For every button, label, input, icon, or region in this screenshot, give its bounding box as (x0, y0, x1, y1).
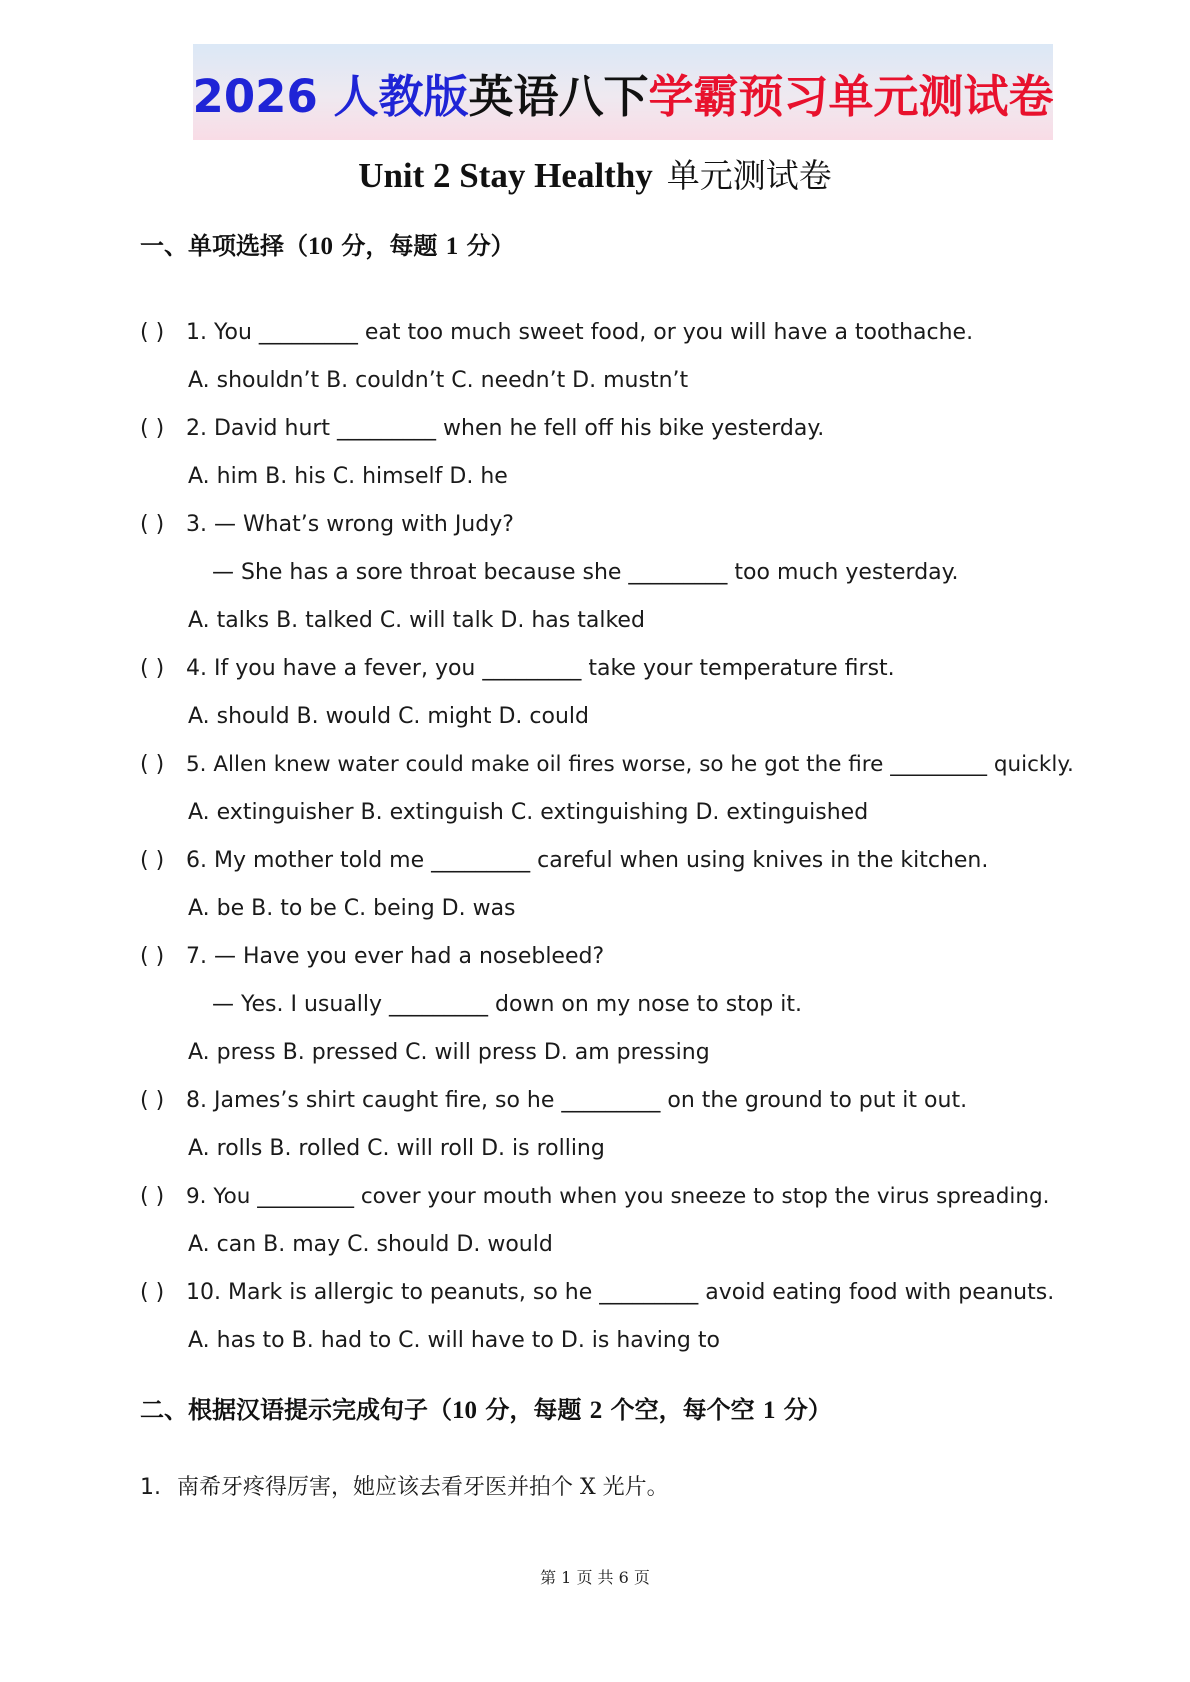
question-8-stem: 8. James’s shirt caught fire, so he _________ on the ground to put it out. (186, 1088, 968, 1113)
question-4 (140, 654, 895, 684)
section-2-item-1 (140, 1470, 669, 1501)
question-7-options: A. press B. pressed C. will press D. am pressing (188, 1040, 710, 1065)
question-3-reply: — She has a sore throat because she _________ too much yesterday. (212, 560, 959, 585)
question-7-reply: — Yes. I usually _________ down on my nose to stop it. (212, 992, 802, 1017)
header-banner (193, 44, 1053, 140)
answer-bracket[interactable]: ( ) (140, 512, 165, 537)
question-8 (140, 1086, 967, 1116)
question-10-stem: 10. Mark is allergic to peanuts, so he _________ avoid eating food with peanuts. (186, 1280, 1055, 1305)
answer-bracket[interactable]: ( ) (140, 1280, 165, 1305)
section-2-item-1-text: 南希牙疼得厉害，她应该去看牙医并拍个 X 光片。 (177, 1475, 669, 1500)
section-2-item-1-index: 1. (140, 1475, 161, 1500)
question-2-stem: 2. David hurt _________ when he fell off his bike yesterday. (186, 416, 825, 441)
page-footer: 第 1 页 共 6 页 (540, 1568, 650, 1587)
question-6-options: A. be B. to be C. being D. was (188, 896, 516, 921)
answer-bracket[interactable]: ( ) (140, 848, 165, 873)
question-2 (140, 414, 824, 444)
question-5 (140, 750, 1074, 780)
question-5-stem: 5. Allen knew water could make oil fires worse, so he got the fire _________ quickly. (186, 752, 1074, 777)
question-10 (140, 1278, 1054, 1308)
answer-bracket[interactable]: ( ) (140, 1088, 165, 1113)
document-title (0, 150, 1190, 197)
section-2-heading-mid1: 分，每题 (477, 1396, 590, 1424)
answer-bracket[interactable]: ( ) (140, 944, 165, 969)
question-4-options: A. should B. would C. might D. could (188, 704, 589, 729)
question-9 (140, 1182, 1049, 1212)
question-9-options: A. can B. may C. should D. would (188, 1232, 553, 1257)
answer-bracket[interactable]: ( ) (140, 320, 165, 345)
question-2-options: A. him B. his C. himself D. he (188, 464, 508, 489)
question-8-options: A. rolls B. rolled C. will roll D. is rolling (188, 1136, 605, 1161)
banner-segment-testname: 学霸预习单元测试卷 (648, 69, 1054, 123)
section-2-blanks-per-question: 2 (589, 1397, 603, 1424)
question-6 (140, 846, 988, 876)
question-1-options: A. shouldn’t B. couldn’t C. needn’t D. mustn’t (188, 368, 689, 393)
section-2-heading (140, 1390, 832, 1425)
answer-bracket[interactable]: ( ) (140, 752, 165, 777)
section-2-heading-prefix: 二、根据汉语提示完成句子（ (140, 1396, 452, 1424)
section-1-per-question: 1 (445, 233, 459, 260)
banner-segment-edition: 2026 人教版 (192, 69, 469, 123)
question-4-stem: 4. If you have a fever, you _________ take your temperature first. (186, 656, 895, 681)
question-6-stem: 6. My mother told me _________ careful when using knives in the kitchen. (186, 848, 989, 873)
section-1-heading-prefix: 一、单项选择（ (140, 232, 308, 260)
section-2-heading-mid2: 个空，每个空 (602, 1396, 763, 1424)
section-2-score: 10 (452, 1397, 477, 1424)
answer-bracket[interactable]: ( ) (140, 656, 165, 681)
title-english: Unit 2 Stay Healthy (358, 156, 653, 195)
question-3 (140, 510, 514, 540)
section-1-heading-suffix: 分） (458, 232, 515, 260)
section-2-heading-suffix: 分） (775, 1396, 832, 1424)
question-9-stem: 9. You _________ cover your mouth when you sneeze to stop the virus spreading. (186, 1184, 1050, 1209)
question-1-stem: 1. You _________ eat too much sweet food, or you will have a toothache. (186, 320, 974, 345)
question-1 (140, 318, 973, 348)
question-3-options: A. talks B. talked C. will talk D. has talked (188, 608, 645, 633)
banner-segment-subject: 英语八下 (468, 69, 649, 123)
answer-bracket[interactable]: ( ) (140, 416, 165, 441)
question-7-stem: 7. — Have you ever had a nosebleed? (186, 944, 605, 969)
section-1-score: 10 (308, 233, 333, 260)
question-3-stem: 3. — What’s wrong with Judy? (186, 512, 514, 537)
question-7 (140, 942, 604, 972)
question-5-options: A. extinguisher B. extinguish C. extinguishing D. extinguished (188, 800, 869, 825)
title-chinese: 单元测试卷 (666, 156, 832, 195)
section-2-per-blank: 1 (762, 1397, 776, 1424)
section-1-heading-mid: 分，每题 (333, 232, 446, 260)
answer-bracket[interactable]: ( ) (140, 1184, 165, 1209)
question-10-options: A. has to B. had to C. will have to D. is having to (188, 1328, 720, 1353)
section-1-heading (140, 226, 515, 261)
